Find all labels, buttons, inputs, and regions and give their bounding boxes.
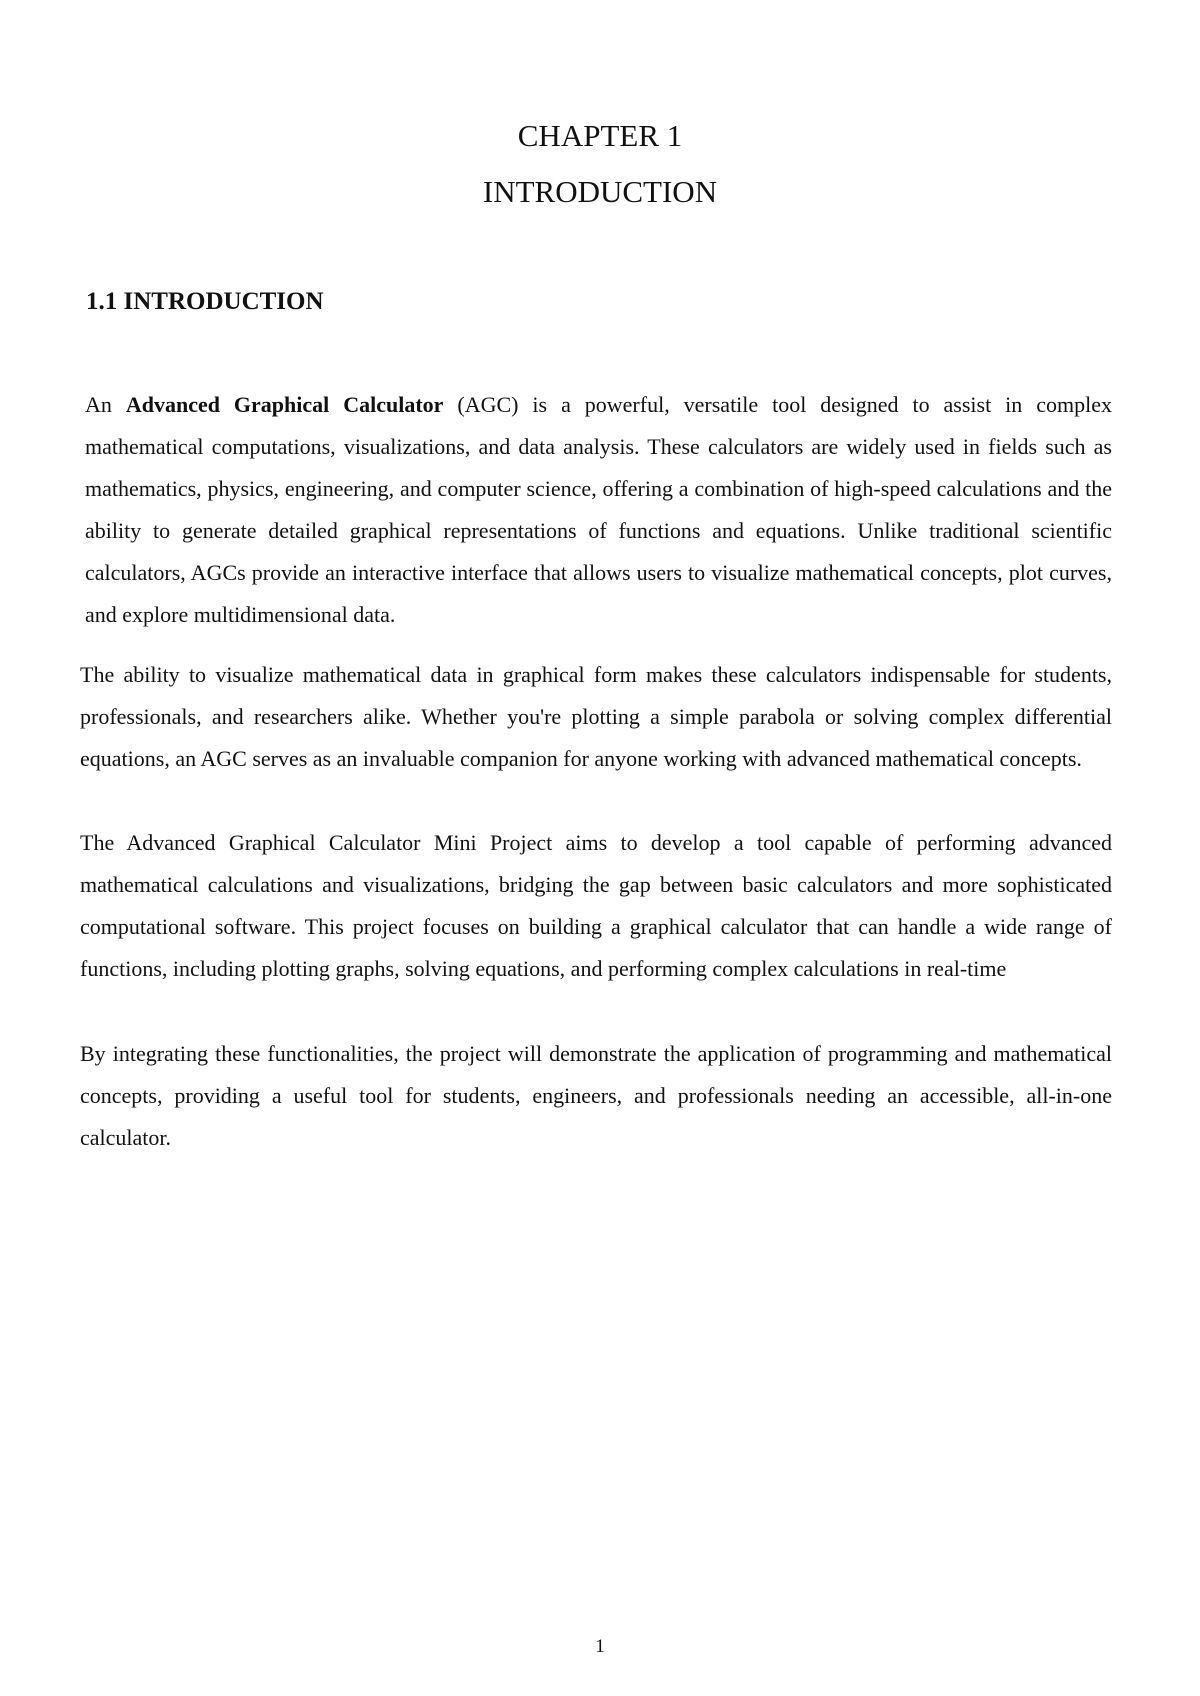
chapter-heading bbox=[0, 108, 1200, 220]
paragraph-1 bbox=[85, 384, 1112, 636]
chapter-title: INTRODUCTION bbox=[482, 174, 718, 209]
running-header bbox=[0, 30, 1200, 42]
paragraph-3: The Advanced Graphical Calculator Mini Project aims to develop a tool capable of performing advanced mathematical calculations and visualizations, bridging the gap between basic calculators and more sophisticated computational software. This project focuses on building a graphical calculator that can handle a wide range of functions, including plotting graphs, solving equations, and performing complex calculations in real-time bbox=[80, 830, 1112, 981]
running-footer bbox=[700, 1681, 1120, 1695]
section-heading: 1.1 INTRODUCTION bbox=[86, 288, 324, 315]
paragraph-1-lead: An bbox=[85, 392, 126, 417]
paragraph-1-bold-term: Advanced Graphical Calculator bbox=[125, 392, 444, 417]
paragraph-4: By integrating these functionalities, the project will demonstrate the application of programming and mathematical concepts, providing a useful tool for students, engineers, and professionals needing an accessible, all-in-one calculator. bbox=[80, 1041, 1112, 1150]
chapter-number: CHAPTER 1 bbox=[517, 118, 683, 153]
paragraph-2: The ability to visualize mathematical data in graphical form makes these calculators indispensable for students, professionals, and researchers alike. Whether you're plotting a simple parabola or solving complex differential equations, an AGC serves as an invaluable companion for anyone working with advanced mathematical concepts. bbox=[80, 662, 1112, 771]
page-number: 1 bbox=[595, 1636, 605, 1657]
paragraph-1-rest: (AGC) is a powerful, versatile tool designed to assist in complex mathematical computations, visualizations, and data analysis. These calculators are widely used in fields such as mathematics, physics, engineering, and computer science, offering a combination of high-speed calculations and the ability to generate detailed graphical representations of functions and equations. Unlike traditional scientific calculators, AGCs provide an interactive interface that allows users to visualize mathematical concepts, plot curves, and explore multidimensional data. bbox=[85, 392, 1112, 627]
